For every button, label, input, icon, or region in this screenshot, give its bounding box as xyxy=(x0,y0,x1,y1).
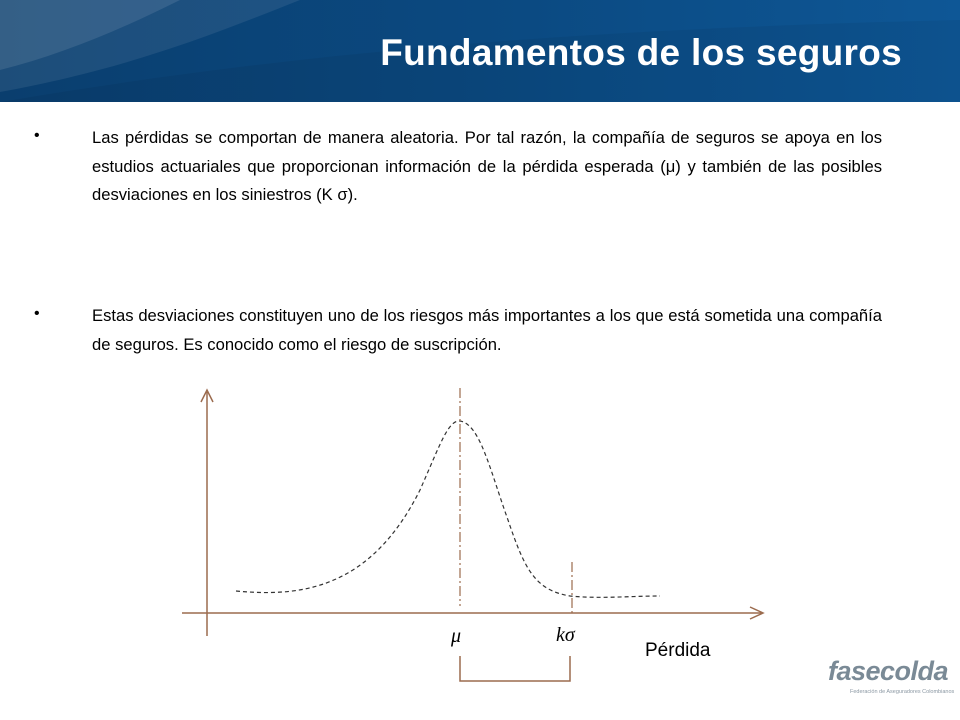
deviation-bracket xyxy=(460,656,570,681)
bullet-marker: • xyxy=(34,127,40,144)
bullet-text: Estas desviaciones constituyen uno de los riesgos más importantes a los que está sometida una compañía de seguros. Es conocido como el riesgo de suscripción. xyxy=(92,306,882,354)
mean-label: μ xyxy=(451,625,462,647)
bullet-text: Las pérdidas se comportan de manera aleatoria. Por tal razón, la compañía de seguros se apoya en los estudios actuariales que proporcionan información de la pérdida esperada (μ) y también de las posibles desviaciones en los siniestros (K σ). xyxy=(92,128,882,204)
logo-tagline: Federación de Aseguradores Colombianos xyxy=(850,689,955,695)
fasecolda-logo xyxy=(820,656,955,706)
slide-title: Fundamentos de los seguros xyxy=(380,32,902,73)
bullet-marker: • xyxy=(34,305,40,322)
loss-distribution-curve xyxy=(236,421,660,597)
k-sigma-label: kσ xyxy=(556,624,575,646)
x-axis-label: Pérdida xyxy=(645,640,711,661)
logo-wordmark: fasecolda xyxy=(828,656,949,686)
